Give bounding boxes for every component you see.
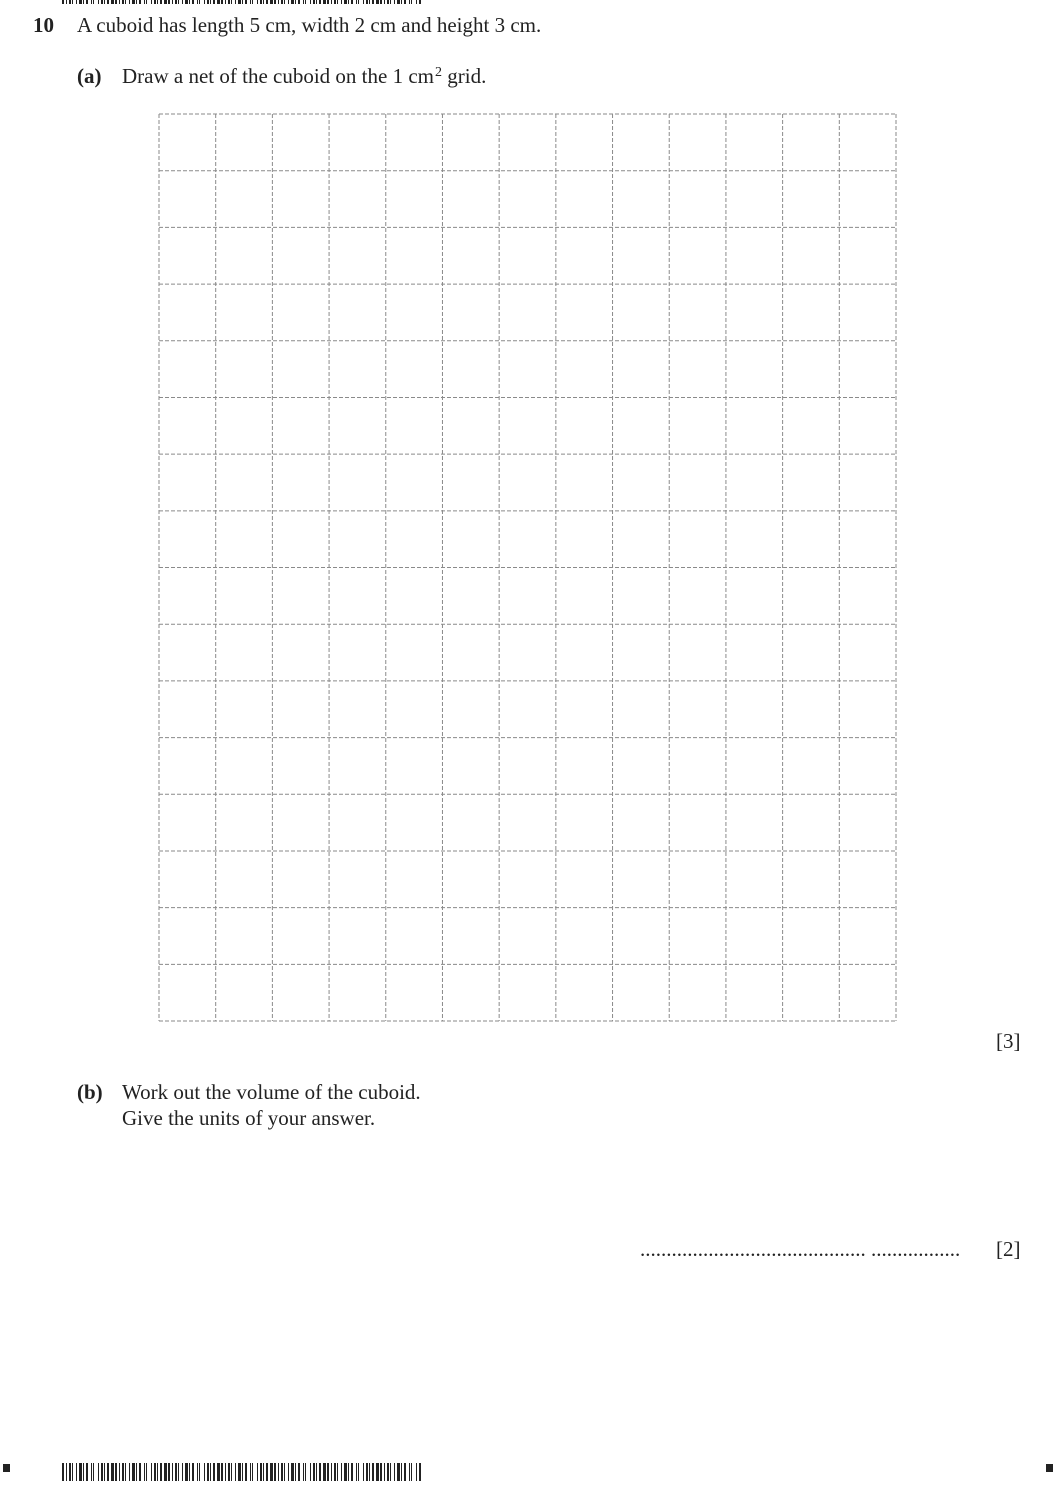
- part-b-line1: Work out the volume of the cuboid.: [122, 1080, 421, 1104]
- bottom-barcode: [62, 1463, 424, 1481]
- question-stem: A cuboid has length 5 cm, width 2 cm and height 3 cm.: [77, 13, 542, 37]
- corner-mark-right: [1046, 1464, 1053, 1472]
- part-a-marks: [3]: [996, 1029, 1021, 1053]
- part-a-instruction-text: Draw a net of the cuboid on the 1 cm: [122, 64, 434, 88]
- top-barcode: [62, 0, 424, 4]
- part-a-label: (a): [77, 64, 102, 88]
- part-b-line2: Give the units of your answer.: [122, 1106, 376, 1130]
- one-cm-grid[interactable]: [158, 113, 897, 1022]
- part-a-superscript: 2: [435, 65, 442, 80]
- part-b-marks: [2]: [996, 1237, 1021, 1261]
- answer-line[interactable]: ........................................... .................: [640, 1237, 961, 1261]
- part-b-label: (b): [77, 1080, 103, 1104]
- corner-mark-left: [3, 1464, 10, 1472]
- part-a-instruction-suffix: grid.: [442, 64, 487, 88]
- question-number: 10: [33, 13, 54, 37]
- part-a-instruction: [122, 63, 486, 89]
